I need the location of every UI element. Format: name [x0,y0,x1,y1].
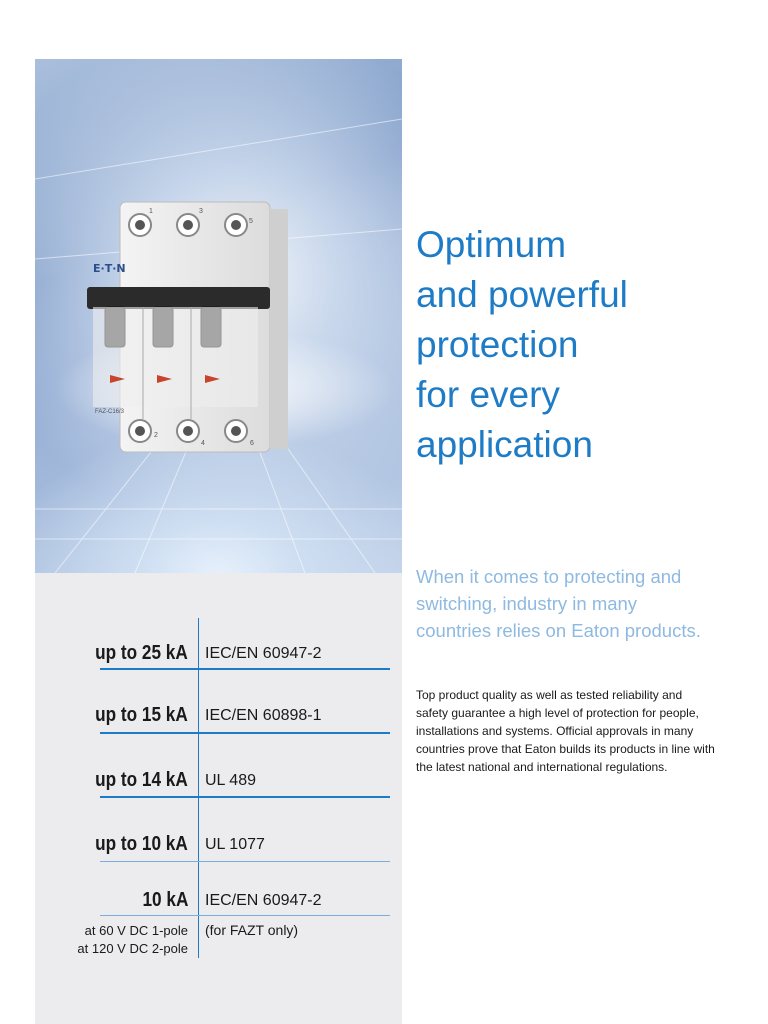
rating-standard: IEC/EN 60898-1 [205,707,322,724]
rating-value: up to 15 kA [95,704,188,726]
dc-note-line-1: at 60 V DC 1-pole [84,923,188,938]
rating-standard: UL 489 [205,772,256,789]
terminal-label-top-3: 3 [199,208,203,215]
dc-note-line-2: at 120 V DC 2-pole [77,941,188,956]
rating-value: up to 14 kA [95,769,188,791]
fazt-note: (for FAZT only) [205,922,299,938]
circuit-breaker-illustration [35,59,402,573]
terminal-label-bottom-4: 4 [201,440,205,447]
terminal-label-top-1: 1 [149,208,153,215]
row-rule [100,668,390,670]
headline [416,220,746,470]
rating-value: up to 25 kA [95,642,188,664]
headline-line-4: for every [416,374,560,415]
rating-standard: IEC/EN 60947-2 [205,892,322,909]
dc-note [77,922,188,958]
rating-value: up to 10 kA [95,833,188,855]
ratings-table [35,618,402,958]
rating-standard: UL 1077 [205,836,265,853]
terminal-label-bottom-6: 6 [250,440,254,447]
product-hero-image [35,59,402,573]
row-rule [100,915,390,916]
rating-value: 10 kA [142,889,188,911]
headline-line-3: protection [416,324,579,365]
headline-line-2: and powerful [416,274,628,315]
lead-paragraph: When it comes to protecting and switching, industry in many countries relies on Eaton products. [416,566,701,641]
brand-logo: E·T·N [93,262,126,275]
terminal-label-top-5: 5 [249,218,253,225]
row-rule [100,861,390,862]
body-paragraph: Top product quality as well as tested reliability and safety guarantee a high level of protection for people, installations and systems. Official approvals in many countries prove that Eaton builds its products in line with the latest national and international regulations. [416,688,715,774]
headline-line-1: Optimum [416,224,567,265]
headline-line-5: application [416,424,593,465]
terminal-label-bottom-2: 2 [154,432,158,439]
rating-standard: IEC/EN 60947-2 [205,645,322,662]
row-rule [100,732,390,734]
row-rule [100,796,390,798]
model-label: FAZ-C16/3 [95,409,125,415]
